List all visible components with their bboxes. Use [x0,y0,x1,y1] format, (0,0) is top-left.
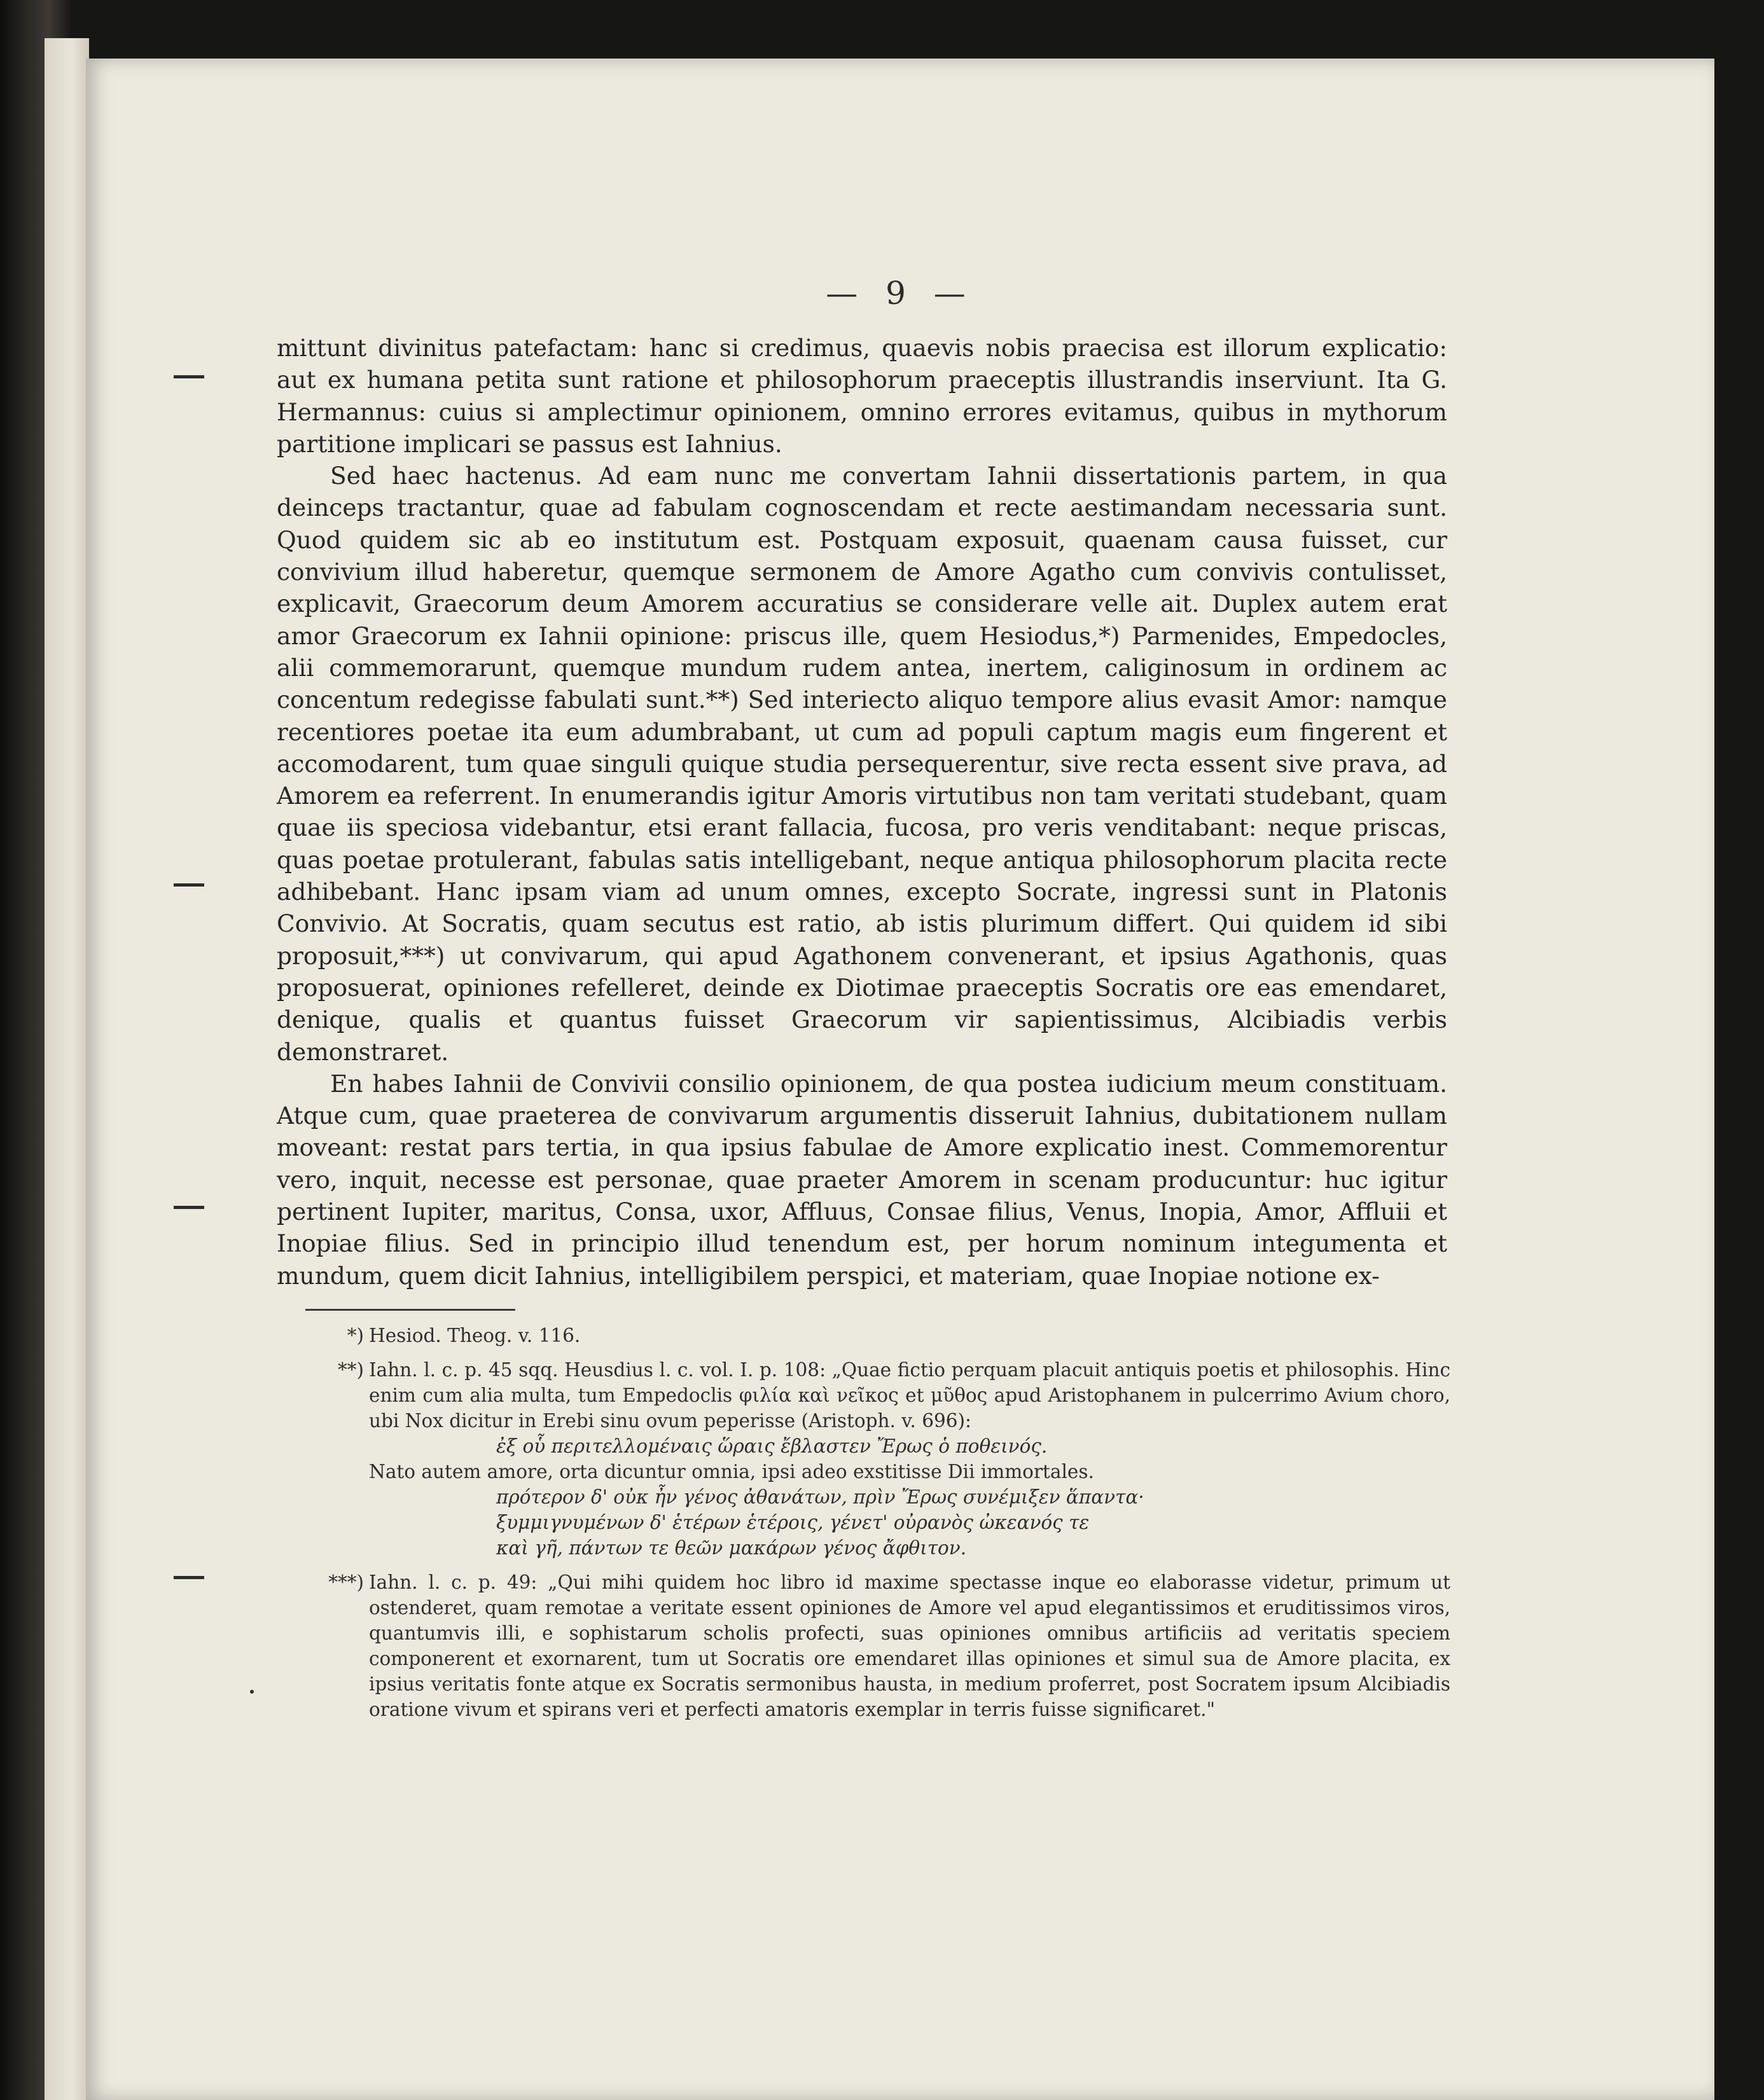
paragraph: Sed haec hactenus. Ad eam nunc me convertam Iahnii dissertationis partem, in qua deinceps tractantur, quae ad fabulam cognoscendam et recte aestimandam necessaria sunt. Quod quidem sic ab eo institutum est. Postquam exposuit, quaenam causa fuisset, cur convivium illud haberetur, quemque sermonem de Amore Agatho cum convivis contulisset, explicavit, Graecorum deum Amorem accuratius se considerare velle ait. Duplex autem erat amor Graecorum ex Iahnii opinione: priscus ille, quem Hesiodus,*) Parmenides, Empedocles, alii commemorarunt, quemque mundum rudem antea, inertem, caliginosum in ordinem ac concentum redegisse fabulati sunt.**) Sed interiecto aliquo tempore alius evasit Amor: namque recentiores poetae ita eum adumbrabant, ut cum ad populi captum magis eum fingerent et accomodarent, tum quae singuli quique studia persequerentur, sive recta essent sive prava, ad Amorem ea referrent. In enumerandis igitur Amoris virtutibus non tam veritati studebant, quam quae iis speciosa videbantur, etsi erant fallacia, fucosa, pro veris venditabant: neque priscas, quas poetae protulerant, fabulas satis intelligebant, neque antiqua philosophorum placita recte adhibebant. Hanc ipsam viam ad unum omnes, excepto Socrate, ingressi sunt in Platonis Convivio. At Socratis, quam secutus est ratio, ab istis plurimum differt. Qui quidem id sibi proposuit,***) ut convivarum, qui apud Agathonem convenerant, et ipsius Agathonis, quas proposuerat, opiniones refelleret, deinde ex Diotimae praeceptis Socratis ore eas emendaret, denique, qualis et quantus fuisset Graecorum vir sapientissimus, Alcibiadis verbis demonstraret. [277,462,1447,1066]
main-text [277,332,1447,1292]
ink-speck [250,1690,254,1694]
greek-quote: καὶ γῆ, πάντων τε θεῶν μακάρων γένος ἄφθιτον. [496,1537,967,1559]
previous-page-edge [45,38,89,2100]
greek-quote: ξυμμιγνυμένων δ' ἑτέρων ἑτέροις, γένετ' οὐρανὸς ὠκεανός τε [496,1512,1090,1533]
footnote [305,1570,1450,1722]
margin-mark [174,1576,204,1579]
paragraph: En habes Iahnii de Convivii consilio opinionem, de qua postea iudicium meum constituam. Atque cum, quae praeterea de convivarum argumentis disseruit Iahnius, dubitationem nullam moveant: restat pars tertia, in qua ipsius fabulae de Amore explicatio inest. Commemorentur vero, inquit, necesse est personae, quae praeter Amorem in scenam producuntur: huc igitur pertinent Iupiter, maritus, Consa, uxor, Affluus, Consae filius, Venus, Inopia, Amor, Affluii et Inopiae filius. Sed in principio illud tenendum est, per horum nominum integumenta et mundum, quem dicit Iahnius, intelligibilem perspici, et materiam, quae Inopiae notione ex- [277,1069,1447,1290]
footnote-mark: *) [347,1325,364,1346]
margin-mark [174,883,204,887]
footnotes [305,1323,1450,1731]
book-page [86,59,1714,2100]
footnote [305,1323,1450,1348]
page-number: — 9 — [826,275,975,312]
footnote-text: Hesiod. Theog. v. 116. [369,1325,581,1346]
footnote [305,1357,1450,1561]
footnote-text: Iahn. l. c. p. 49: „Qui mihi quidem hoc libro id maxime spectasse inque eo elaborasse videtur, primum ut ostenderet, quam remotae a veritate essent opiniones de Amore vel apud elegantissimos et eruditissimos viros, quantumvis illi, e sophistarum scholis profecti, suas opiniones omnibus artificiis ad veritatis speciem componerent et exornarent, tum ut Socratis ore emendaret illas opiniones et simul sua de Amore placita, ex ipsius veritatis fonte atque ex Socratis sermonibus hausta, in medium proferret, post Socratem ipsum Alcibiadis oratione vivum et spirans veri et perfecti amatoris exemplar in terris fuisse significaret." [369,1572,1450,1720]
greek-quote: ἐξ οὗ περιτελλομέναις ὥραις ἔβλαστεν Ἔρως ὁ ποθεινός. [496,1435,1048,1457]
footnote-mark: **) [337,1359,364,1381]
footnote-text: Nato autem amore, orta dicuntur omnia, ipsi adeo exstitisse Dii immortales. [369,1461,1094,1482]
footnote-text: Iahn. l. c. p. 45 sqq. Heusdius l. c. vol. I. p. 108: „Quae fictio perquam placuit antiquis poetis et philosophis. Hinc enim cum alia multa, tum Empedoclis φιλία καὶ νεῖκος et μῦθος apud Aristophanem in pulcerrimo Avium choro, ubi Nox dicitur in Erebi sinu ovum peperisse (Aristoph. v. 696): [369,1359,1450,1432]
greek-quote: πρότερον δ' οὐκ ἦν γένος ἀθανάτων, πρὶν Ἔρως συνέμιξεν ἅπαντα· [496,1486,1144,1508]
footnote-rule [305,1309,515,1311]
paragraph: mittunt divinitus patefactam: hanc si credimus, quaevis nobis praecisa est illorum explicatio: aut ex humana petita sunt ratione et philosophorum praeceptis illustrandis inserviunt. Ita G. Hermannus: cuius si amplectimur opinionem, omnino errores evitamus, quibus in mythorum partitione implicari se passus est Iahnius. [277,334,1447,458]
margin-mark [174,1206,204,1209]
footnote-mark: ***) [328,1572,364,1593]
margin-mark [174,375,204,378]
